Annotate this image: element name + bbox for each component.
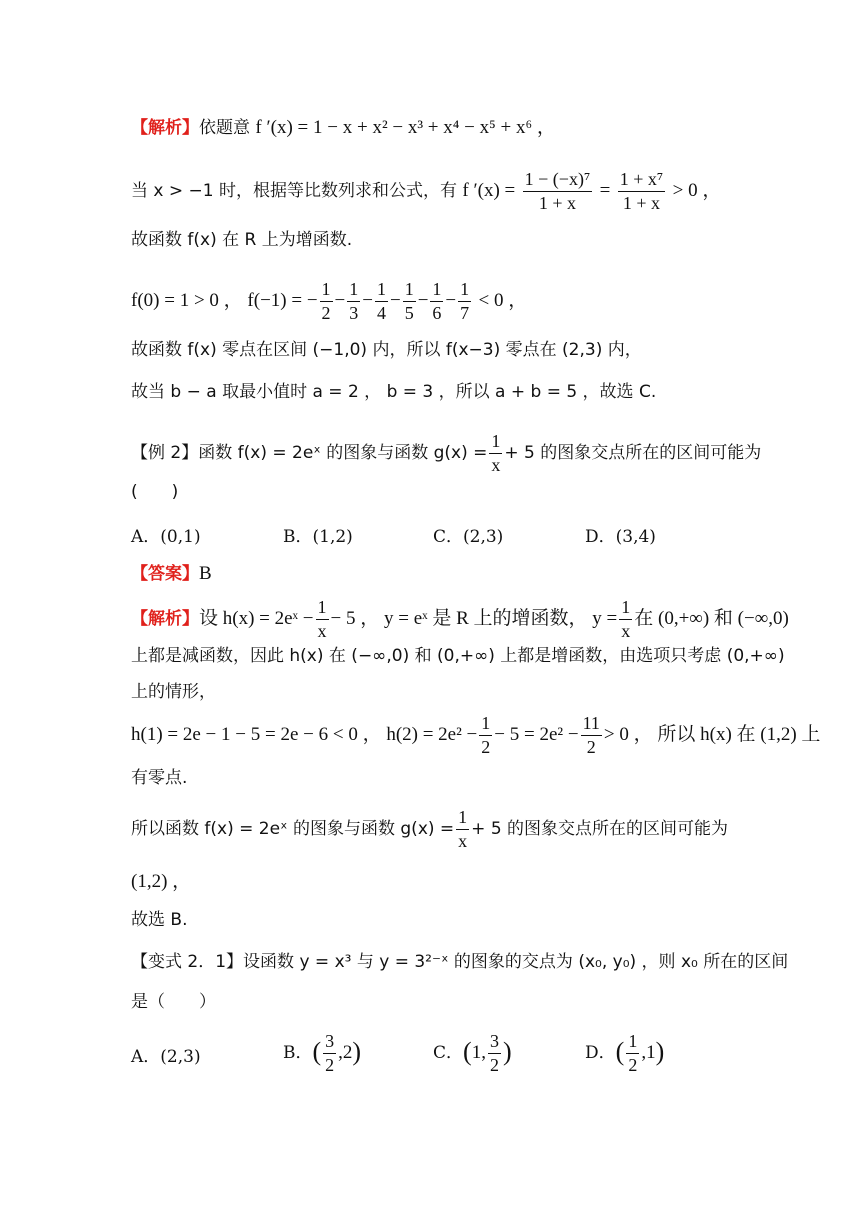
fraction: $\frac{1}{5}$ bbox=[404, 279, 414, 323]
fraction: $\frac{1}{x}$ bbox=[491, 431, 501, 475]
fraction: $\frac{3}{2}$ bbox=[489, 1031, 499, 1075]
math-expression: 在 (0,+∞) 和 (−∞,0) bbox=[634, 607, 789, 629]
text: 函数 f(x) = 2eˣ 的图象与函数 g(x) = bbox=[198, 442, 488, 463]
text: 所以函数 f(x) = 2eˣ 的图象与函数 g(x) = bbox=[131, 818, 455, 839]
text: 设函数 y = x³ 与 y = 3²⁻ˣ 的图象的交点为 (x₀, y₀) ，则 x₀ 所在的区间 bbox=[243, 952, 789, 972]
fraction: $\frac{1}{2}$ bbox=[321, 279, 331, 323]
text: 故函数 f(x) 在 R 上为增函数. bbox=[131, 230, 353, 250]
solution-line-2 bbox=[131, 170, 721, 213]
option-b: B．(1,2) bbox=[283, 527, 353, 547]
ex2-solution-line-8 bbox=[131, 912, 187, 929]
ex2-solution-line-3 bbox=[131, 684, 216, 701]
fraction: $\frac{1}{2}$ bbox=[628, 1031, 638, 1075]
text: 故选 B. bbox=[131, 910, 188, 930]
fraction: $\frac{1}{6}$ bbox=[432, 279, 442, 323]
fraction: $\frac{11}{2}$ bbox=[582, 713, 600, 757]
math-expression: f(0) = 1 > 0 ， f(−1) = − bbox=[131, 289, 318, 311]
analysis-label: 【解析】 bbox=[131, 118, 199, 138]
math-expression: f ′(x) = 1 − x + x² − x³ + x⁴ − x⁵ + x⁶ ， bbox=[255, 117, 556, 138]
ex2-solution-line-7 bbox=[131, 872, 191, 891]
solution-line-3 bbox=[131, 232, 352, 249]
option-c: C．(2,3) bbox=[433, 527, 504, 547]
math-expression: < 0 ， bbox=[478, 289, 528, 311]
answer-blank: ( ) bbox=[131, 482, 179, 502]
math-expression: h(1) = 2e − 1 − 5 = 2e − 6 < 0 ， h(2) = 2e² − bbox=[131, 723, 478, 745]
variant-option-d: D．( $\frac{1}{2}$ ,1) bbox=[585, 1031, 665, 1075]
text: + 5 的图象交点所在的区间可能为 bbox=[471, 818, 729, 839]
fraction: $\frac{1}{4}$ bbox=[376, 279, 386, 323]
variant-option-c: C．(1, $\frac{3}{2}$ ) bbox=[433, 1031, 512, 1075]
variant-2-1-question bbox=[131, 954, 788, 971]
variant-option-a: A．(2,3) bbox=[131, 1047, 201, 1067]
math-expression: > 0 ， bbox=[672, 179, 722, 201]
example-2-question bbox=[131, 432, 761, 475]
text: 上都是减函数，因此 h(x) 在 (−∞,0) 和 (0,+∞) 上都是增函数，由选项只考虑 (0,+∞) bbox=[131, 646, 785, 666]
option-d: D．(3,4) bbox=[585, 527, 656, 547]
ex2-solution-line-2 bbox=[131, 648, 785, 665]
ex2-solution-line-5 bbox=[131, 770, 187, 787]
fraction: $\frac{\text{1 + x⁷}}{1 + x}$ bbox=[619, 169, 664, 213]
variant-label: 【变式 2．1】 bbox=[131, 952, 244, 972]
fraction: $\frac{1}{x}$ bbox=[621, 597, 631, 641]
text: 故函数 f(x) 零点在区间 (−1,0) 内，所以 f(x−3) 零点在 (2,3) 内， bbox=[131, 340, 642, 360]
answer-line bbox=[131, 564, 212, 583]
fraction: $\frac{\text{1 − (−x)⁷}}{1 + x}$ bbox=[524, 169, 591, 213]
variant-option-b: B．( $\frac{3}{2}$ ,2) bbox=[283, 1031, 362, 1075]
fraction: $\frac{3}{2}$ bbox=[325, 1031, 335, 1075]
fraction: $\frac{1}{3}$ bbox=[349, 279, 359, 323]
text: + 5 的图象交点所在的区间可能为 bbox=[504, 442, 762, 463]
math-expression: 设 h(x) = 2eˣ − bbox=[199, 607, 314, 629]
option-a: A．(0,1) bbox=[131, 527, 201, 547]
solution-line-5 bbox=[131, 342, 642, 359]
fraction: $\frac{1}{x}$ bbox=[458, 807, 468, 851]
answer-label: 【答案】 bbox=[131, 564, 199, 584]
solution-line-6 bbox=[131, 384, 656, 401]
text: 有零点. bbox=[131, 768, 188, 788]
fraction: $\frac{1}{x}$ bbox=[317, 597, 327, 641]
math-expression: > 0 ， 所以 h(x) 在 (1,2) 上 bbox=[603, 723, 821, 745]
text: 当 x > −1 时，根据等比数列求和公式，有 bbox=[131, 180, 457, 201]
ex2-solution-line-1 bbox=[131, 598, 789, 641]
text: 是（ ） bbox=[131, 992, 216, 1012]
ex2-solution-line-4 bbox=[131, 714, 820, 757]
variant-2-1-question-cont bbox=[131, 994, 216, 1011]
example-label: 【例 2】 bbox=[131, 442, 199, 463]
text: 故当 b − a 取最小值时 a = 2 ， b = 3 ，所以 a + b = 5 ，故选 C. bbox=[131, 382, 657, 402]
text: 上的情形， bbox=[131, 682, 216, 702]
math-expression: − 5 = 2e² − bbox=[494, 723, 579, 745]
solution-line-1 bbox=[131, 118, 556, 137]
equals: = bbox=[599, 179, 611, 201]
math-expression: (1,2) ， bbox=[131, 871, 192, 892]
math-expression: − 5 ， y = eˣ 是 R 上的增函数， y = bbox=[330, 607, 618, 629]
fraction: $\frac{1}{2}$ bbox=[481, 713, 491, 757]
answer-value: B bbox=[199, 563, 212, 584]
math-expression: f ′(x) = bbox=[462, 179, 516, 201]
text: 依题意 bbox=[199, 118, 250, 138]
fraction: $\frac{1}{7}$ bbox=[460, 279, 470, 323]
solution-line-4: f(0) = 1 > 0 ， f(−1) = − $\frac{1}{2}$ − $\frac{1}{3}$ − $\frac{1}{4}$ − $\frac{1}{5}$ − $\frac{1}{6}$ − $\frac{1}{7}$ < 0 ， bbox=[131, 279, 528, 323]
ex2-solution-line-6 bbox=[131, 808, 728, 851]
analysis-label: 【解析】 bbox=[131, 608, 199, 629]
